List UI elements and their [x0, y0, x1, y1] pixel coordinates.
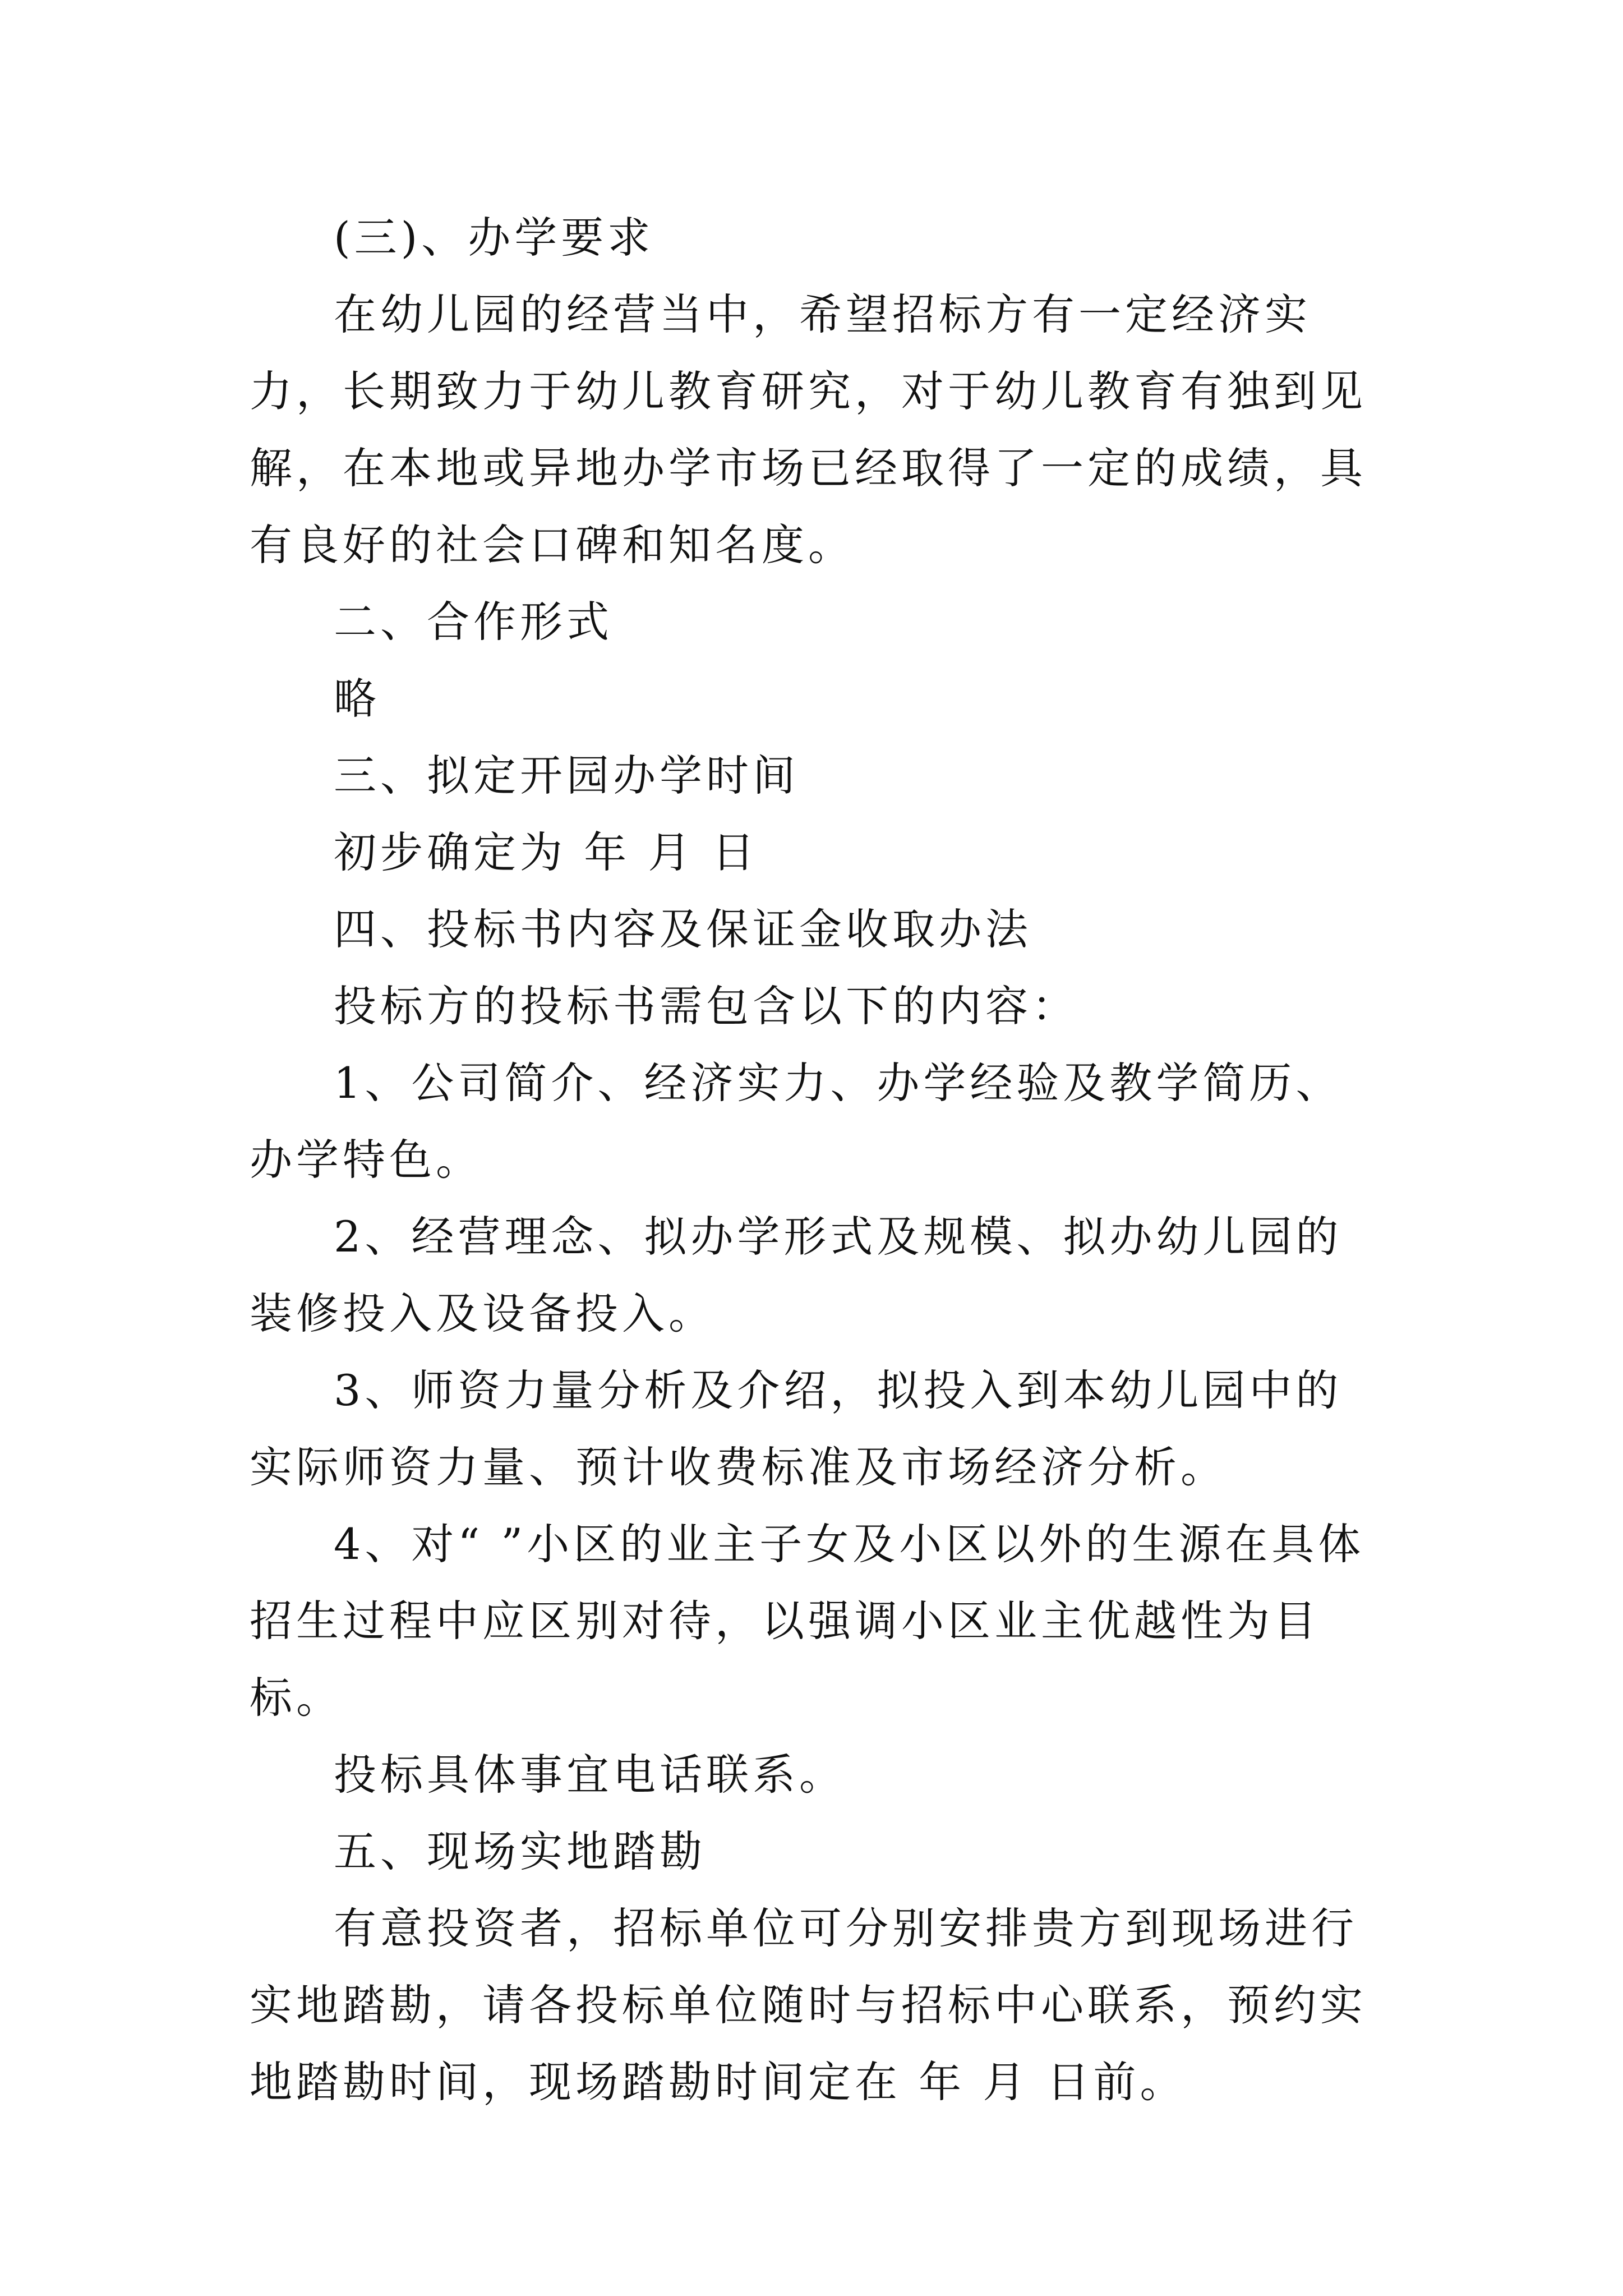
- document-body: [250, 199, 1382, 2120]
- list-item-3: 3、师资力量分析及介绍，拟投入到本幼儿园中的实际师资力量、预计收费标准及市场经济分析。: [250, 1365, 1343, 1492]
- list-item-2: 2、经营理念、拟办学形式及规模、拟办幼儿园的装修投入及设备投入。: [250, 1212, 1343, 1338]
- section-heading-opening-time: 三、拟定开园办学时间: [334, 751, 799, 800]
- paragraph-bid-includes: 投标方的投标书需包含以下的内容：: [334, 981, 1078, 1031]
- section-heading-cooperation-form: 二、合作形式: [334, 597, 613, 647]
- section-heading-site-survey: 五、现场实地踏勘: [334, 1826, 706, 1876]
- paragraph-contact-note: 投标具体事宜电话联系。: [334, 1750, 846, 1800]
- paragraph-opening-date: 初步确定为 年 月 日: [334, 827, 759, 877]
- paragraph-site-survey-text: 有意投资者，招标单位可分别安排贵方到现场进行实地踏勘，请各投标单位随时与招标中心联系，预约实地踏勘时间，现场踏勘时间定在 年 月 日前。: [250, 1903, 1367, 2107]
- list-item-4: 4、对“ ”小区的业主子女及小区以外的生源在具体招生过程中应区别对待，以强调小区业主优越性为目标。: [250, 1519, 1365, 1723]
- paragraph-requirements-text: 在幼儿园的经营当中，希望招标方有一定经济实力，长期致力于幼儿教育研究，对于幼儿教育有独到见解，在本地或异地办学市场已经取得了一定的成绩，具有良好的社会口碑和知名度。: [250, 289, 1367, 570]
- section-heading-school-requirements: (三)、办学要求: [334, 213, 654, 263]
- paragraph-omitted: 略: [334, 674, 380, 724]
- section-heading-bid-content: 四、投标书内容及保证金收取办法: [334, 904, 1032, 954]
- list-item-1: 1、公司简介、经济实力、办学经验及教学简历、办学特色。: [250, 1058, 1343, 1185]
